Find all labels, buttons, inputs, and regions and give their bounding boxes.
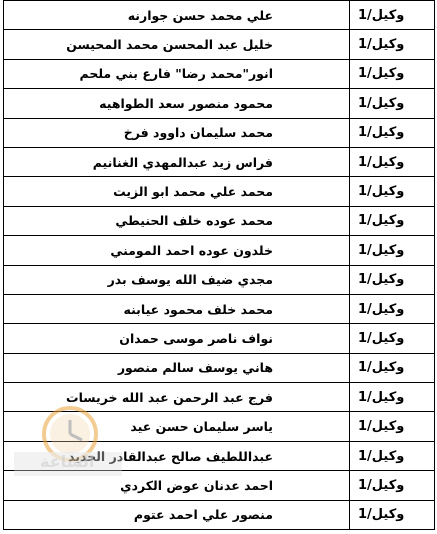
rank-cell: وكيل/1 (350, 294, 435, 323)
table-row (4, 177, 435, 206)
name-cell: مجدي ضيف الله يوسف بدر (4, 265, 350, 294)
table-row (4, 30, 435, 59)
name-cell: علي محمد حسن جوارنه (4, 1, 350, 30)
name-cell: نواف ناصر موسى حمدان (4, 324, 350, 353)
rank-cell: وكيل/1 (350, 59, 435, 88)
name-cell: محمد سليمان داوود فرخ (4, 118, 350, 147)
rank-cell: وكيل/1 (350, 206, 435, 235)
rank-cell: وكيل/1 (350, 1, 435, 30)
table-row (4, 1, 435, 30)
name-cell: احمد عدنان عوض الكردي (4, 471, 350, 500)
name-cell: عبداللطيف صالح عبدالقادر الحديد (4, 441, 350, 470)
table-row (4, 383, 435, 412)
roster-table (3, 0, 435, 530)
rank-cell: وكيل/1 (350, 500, 435, 529)
rank-cell: وكيل/1 (350, 147, 435, 176)
rank-cell: وكيل/1 (350, 265, 435, 294)
brand-watermark-text: الساعة (40, 452, 95, 471)
rank-cell: وكيل/1 (350, 324, 435, 353)
rank-cell: وكيل/1 (350, 177, 435, 206)
table-row (4, 89, 435, 118)
table-row (4, 59, 435, 88)
rank-cell: وكيل/1 (350, 30, 435, 59)
table-row (4, 441, 435, 470)
rank-cell: وكيل/1 (350, 412, 435, 441)
rank-cell: وكيل/1 (350, 383, 435, 412)
name-cell: محمد خلف محمود عيابنه (4, 294, 350, 323)
table-row (4, 147, 435, 176)
name-cell: فراس زيد عبدالمهدي الغنانيم (4, 147, 350, 176)
name-cell: منصور علي احمد عتوم (4, 500, 350, 529)
table-row (4, 265, 435, 294)
rank-cell: وكيل/1 (350, 89, 435, 118)
roster-body (4, 1, 435, 530)
table-row (4, 471, 435, 500)
table-row (4, 118, 435, 147)
roster-sheet (3, 0, 435, 534)
rank-cell: وكيل/1 (350, 471, 435, 500)
table-row (4, 500, 435, 529)
rank-cell: وكيل/1 (350, 441, 435, 470)
table-row (4, 324, 435, 353)
name-cell: فرج عبد الرحمن عبد الله خريسات (4, 383, 350, 412)
name-cell: خلدون عوده احمد المومني (4, 236, 350, 265)
name-cell: خليل عبد المحسن محمد المحيسن (4, 30, 350, 59)
table-row (4, 412, 435, 441)
rank-cell: وكيل/1 (350, 353, 435, 382)
name-cell: محمد عوده خلف الحنيطي (4, 206, 350, 235)
name-cell: انور"محمد رضا" فارع بني ملحم (4, 59, 350, 88)
name-cell: محمود منصور سعد الطواهيه (4, 89, 350, 118)
table-row (4, 206, 435, 235)
name-cell: ياسر سليمان حسن عيد (4, 412, 350, 441)
rank-cell: وكيل/1 (350, 118, 435, 147)
name-cell: محمد علي محمد ابو الزيت (4, 177, 350, 206)
name-cell: هاني يوسف سالم منصور (4, 353, 350, 382)
rank-cell: وكيل/1 (350, 236, 435, 265)
table-row (4, 236, 435, 265)
table-row (4, 353, 435, 382)
table-row (4, 294, 435, 323)
